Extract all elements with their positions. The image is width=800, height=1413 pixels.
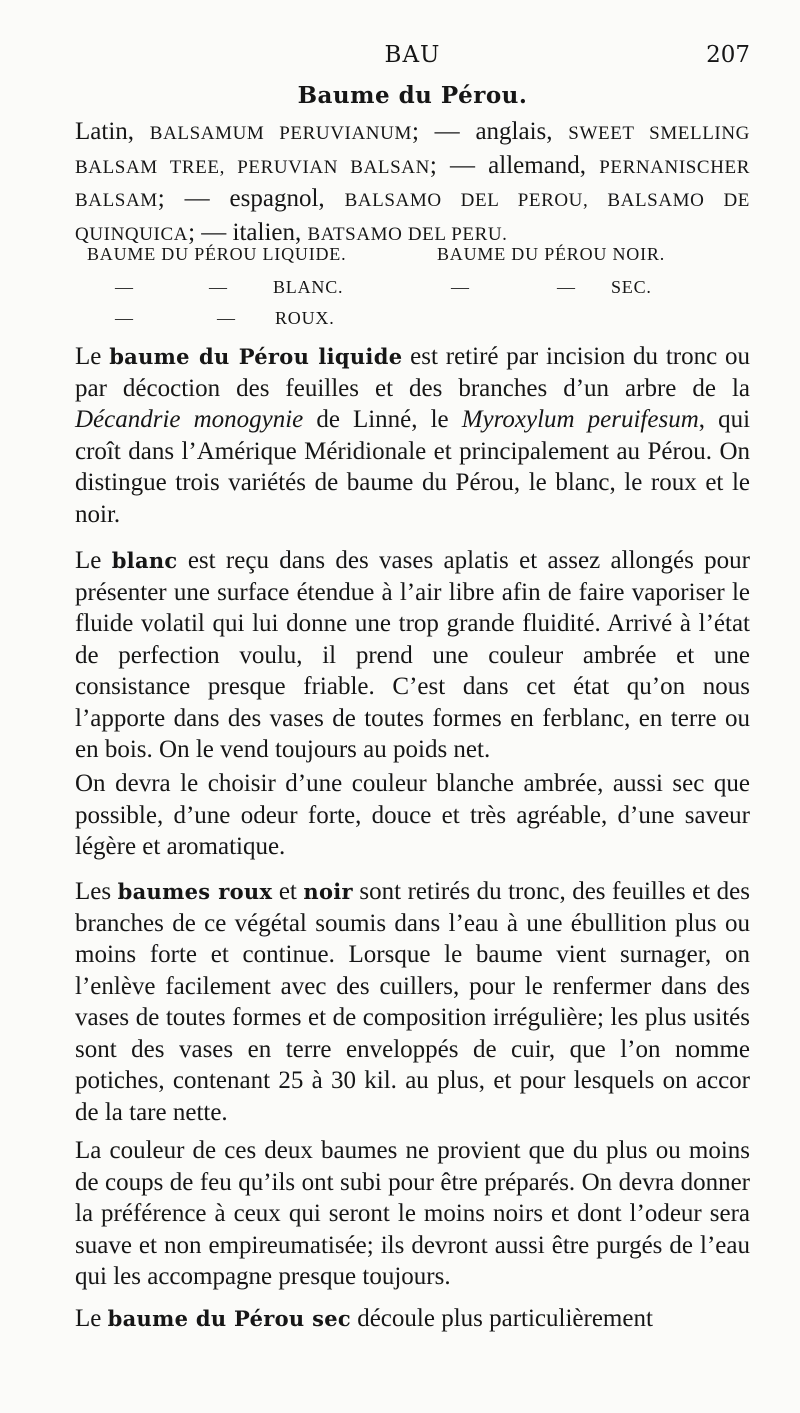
text-run: Latin, [75, 118, 150, 145]
text-run: ; — anglais, [411, 118, 569, 145]
text-run: La couleur de ces deux baumes ne provient que du plus ou moins de coups de feu qu’ils ont subi pour être préparés. On devra donner la préférence à ceux qui seront le moins noirs et dont l’odeur sera suave et non empireumatisée; ils devront aussi être purgés de l’eau qui les accompagne presque toujours. [75, 1137, 750, 1290]
text-run: et [272, 878, 304, 905]
bold-term: noir [303, 879, 353, 904]
variety-label: ROUX. [275, 308, 335, 328]
text-run: , qui croît dans l’Amérique Méridionale et principalement au Pérou. On distingue trois variétés de baume du Pérou, le blanc, le roux et le noir. [75, 406, 751, 528]
small-caps-term: BALSAMO DEL PEROU, BALSAMO DE QUINQUICA [75, 190, 750, 245]
text-run: de Linné, le [303, 406, 462, 433]
text-run: Le [75, 343, 110, 370]
ditto-dash: — [451, 277, 470, 297]
variety-row [75, 277, 750, 307]
text-run: Le [75, 547, 112, 574]
paragraph-roux-noir [75, 876, 750, 1128]
text-run: découle plus particulièrement [350, 1305, 653, 1332]
text-run: ; — espagnol, [157, 185, 345, 212]
text-run: On devra le choisir d’une couleur blanche ambrée, aussi sec que possible, d’une odeur forte, douce et très agréable, d’une saveur légère et aromatique. [75, 770, 750, 860]
article-title: Baume du Pérou. [297, 82, 528, 109]
text-run: ; — italien, [188, 218, 308, 246]
ditto-dash: — [209, 277, 228, 297]
paragraph-liquide [75, 341, 750, 530]
variety-label: BAUME DU PÉROU LIQUIDE. [87, 244, 347, 264]
variety-row [75, 244, 750, 274]
variety-label: BLANC. [273, 277, 344, 297]
paragraph-sec [75, 1303, 750, 1335]
ditto-dash: — [115, 277, 134, 297]
bold-term: blanc [111, 548, 178, 573]
paragraph-couleur [75, 1135, 750, 1293]
paragraph-blanc [75, 545, 750, 766]
variety-label: BAUME DU PÉROU NOIR. [437, 244, 666, 264]
text-run: sont retirés du tronc, des feuilles et des branches de ce végétal soumis dans l’eau à une ébullition plus ou moins forte et continue. Lorsque le baume vient surnager, on l’enlève facilement avec des cuillers, pour le renfermer dans des vases de toutes formes et de composition irrégulière; les plus usités sont des vases en terre enveloppés de cuir, que l’on nomme potiches, contenant 25 à 30 kil. au plus, et pour lesquels on accor de la tare nette. [75, 878, 750, 1126]
ditto-dash: — [115, 308, 134, 328]
bold-term: baumes roux [117, 879, 273, 904]
text-run: est retiré par incision du tronc ou par décoction des feuilles et des branches d’un arbre de la [75, 343, 750, 402]
bold-term: baume du Pérou sec [107, 1306, 351, 1331]
text-run: est reçu dans des vases aplatis et assez allongés pour présenter une surface étendue à l’air libre afin de faire vaporiser le fluide volatil qui lui donne une trop grande fluidité. Arrivé à l’état de perfection voulu, il prend une couleur ambrée et une consistance presque friable. C’est dans cet état qu’on nous l’apporte dans des vases de toutes formes en ferblanc, en terre ou en bois. On le vend toujours au poids net. [75, 547, 750, 763]
text-run: Les [75, 878, 118, 905]
small-caps-term: BATSAMO DEL PERU. [307, 223, 508, 245]
italic-term: Myroxylum peruifesum [461, 406, 699, 433]
small-caps-term: BALSAMUM PERUVIANUM [149, 123, 412, 144]
variety-label: SEC. [611, 277, 652, 297]
bold-term: baume du Pérou liquide [109, 344, 403, 369]
page-number: 207 [706, 42, 750, 68]
running-title: BAU [384, 42, 441, 68]
text-run: Le [75, 1305, 108, 1332]
italic-term: Décandrie monogynie [75, 406, 304, 433]
paragraph-choix [75, 768, 750, 863]
ditto-dash: — [557, 277, 576, 297]
ditto-dash: — [217, 308, 236, 328]
names-paragraph [75, 116, 750, 250]
running-header [75, 42, 750, 76]
small-caps-term: PERNANISCHER BALSAM [75, 156, 750, 211]
variety-row [75, 308, 750, 338]
text-run: ; — allemand, [429, 151, 600, 179]
small-caps-term: SWEET SMELLING BALSAM TREE, PERUVIAN BALSAN [75, 123, 750, 178]
